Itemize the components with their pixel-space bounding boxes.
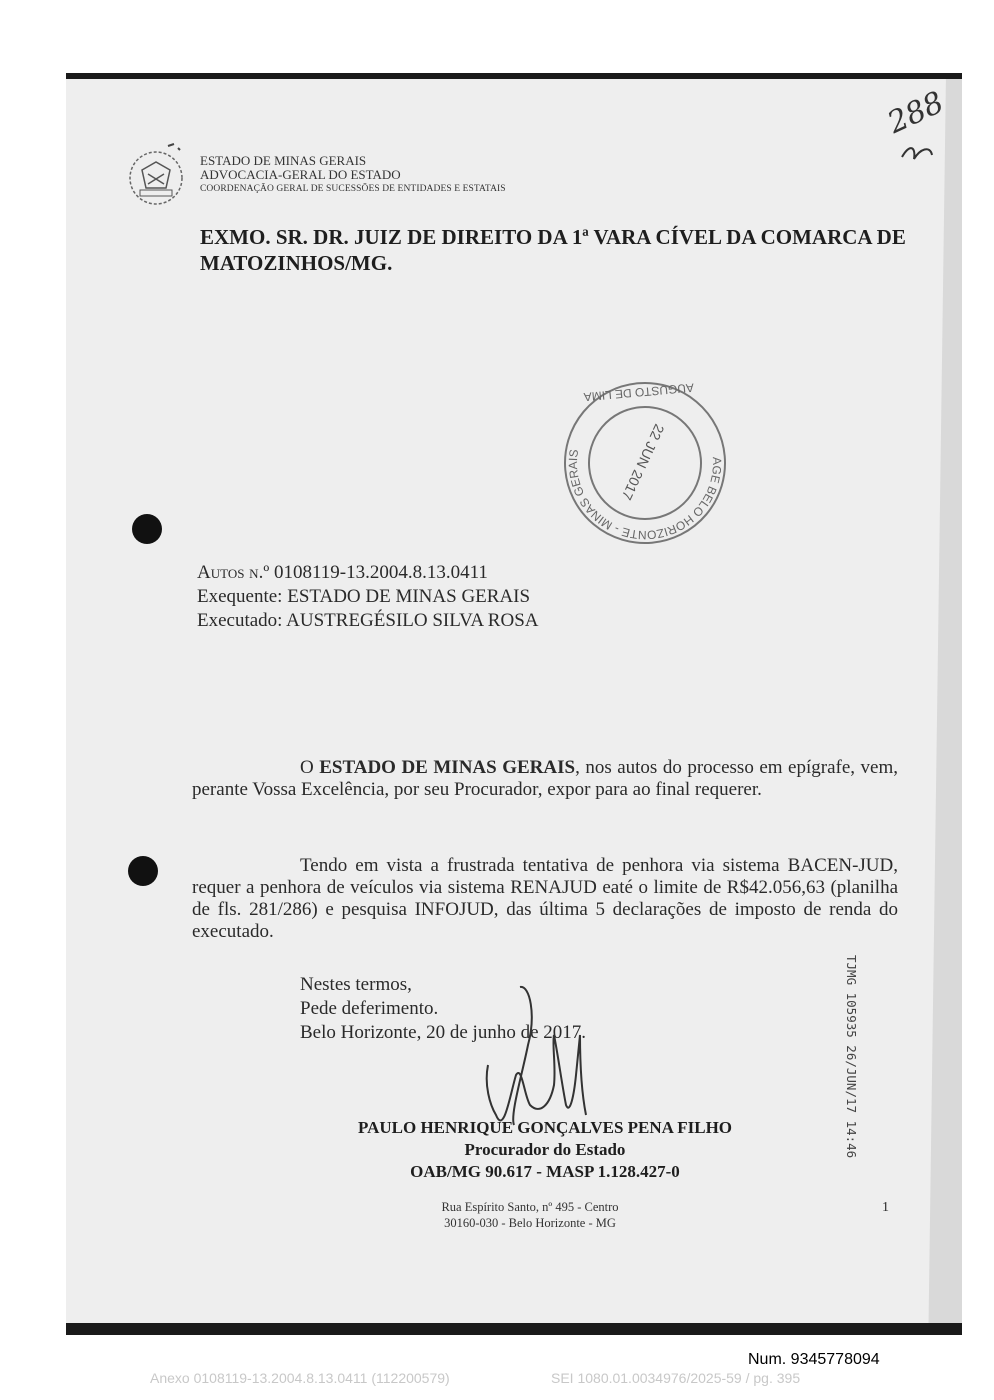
paragraph-intro-party: ESTADO DE MINAS GERAIS [319, 757, 576, 778]
svg-text:AGE BELO HORIZONTE - MINAS GER: AGE BELO HORIZONTE - MINAS GERAIS [565, 448, 725, 543]
office-address [380, 1199, 680, 1231]
protocol-stamp-text: TJMG 105935 26/JUN/17 14:46 [844, 955, 859, 1159]
paragraph-request: Tendo em vista a frustrada tentativa de penhora via sistema BACEN-JUD, requer a penhora de veículos via sistema RENAJUD eaté o limite de R$42.056,63 (planilha de fls. 281/286) e pesquisa INFOJUD, das última 5 declarações de imposto de renda do executado. [192, 855, 898, 942]
signatory-registration: OAB/MG 90.617 - MASP 1.128.427-0 [410, 1162, 680, 1181]
sei-reference: SEI 1080.01.0034976/2025-59 / pg. 395 [551, 1370, 801, 1386]
document-number: Num. 9345778094 [748, 1351, 880, 1368]
case-number-label: Autos n.º [197, 562, 270, 583]
letterhead-agency: ADVOCACIA-GERAL DO ESTADO [200, 167, 401, 182]
paragraph-intro-rest: , nos autos do processo em epígrafe, vem, perante Vossa Excelência, por seu Procurador, expor para ao final requerer. [192, 757, 898, 800]
annex-reference: Anexo 0108119-13.2004.8.13.0411 (112200579) [150, 1370, 450, 1386]
case-identification [197, 561, 539, 633]
paragraph-intro-prefix: O [300, 757, 320, 778]
scan-bottom-edge [66, 1323, 962, 1335]
scan-top-edge [66, 73, 962, 79]
addressee-heading: EXMO. SR. DR. JUIZ DE DIREITO DA 1ª VARA CÍVEL DA COMARCA DE MATOZINHOS/MG. [200, 225, 906, 275]
case-number: 0108119-13.2004.8.13.0411 [273, 562, 488, 583]
protocol-stamp [844, 955, 879, 1159]
handwritten-folio-number [880, 85, 950, 175]
address-street: Rua Espírito Santo, nº 495 - Centro [441, 1200, 619, 1214]
exequente-line: Exequente: ESTADO DE MINAS GERAIS [197, 586, 531, 607]
page-number: 1 [882, 1200, 889, 1215]
letterhead [200, 154, 506, 196]
reception-stamp [553, 371, 737, 555]
closing-place-date: Belo Horizonte, 20 de junho de 2017. [300, 1022, 587, 1043]
punch-hole-bottom [128, 856, 158, 886]
svg-text:288: 288 [882, 85, 950, 141]
signatory-name: PAULO HENRIQUE GONÇALVES PENA FILHO [357, 1118, 733, 1137]
letterhead-state: ESTADO DE MINAS GERAIS [200, 153, 367, 168]
address-city: 30160-030 - Belo Horizonte - MG [444, 1216, 616, 1230]
handwritten-signature [470, 975, 630, 1135]
paragraph-intro [192, 757, 898, 801]
punch-hole-top [132, 514, 162, 544]
executado-line: Executado: AUSTREGÉSILO SILVA ROSA [197, 610, 539, 631]
case-number-line [197, 561, 539, 585]
svg-text:22 JUN 2017: 22 JUN 2017 [618, 421, 668, 503]
letterhead-coordination: COORDENAÇÃO GERAL DE SUCESSÕES DE ENTIDADES E ESTATAIS [200, 184, 506, 194]
coat-of-arms-icon [120, 140, 192, 212]
signatory-role: Procurador do Estado [464, 1140, 626, 1159]
closing-terms: Nestes termos, [300, 974, 412, 995]
svg-text:AUGUSTO DE LIMA: AUGUSTO DE LIMA [583, 380, 695, 405]
closing-request: Pede deferimento. [300, 998, 439, 1019]
